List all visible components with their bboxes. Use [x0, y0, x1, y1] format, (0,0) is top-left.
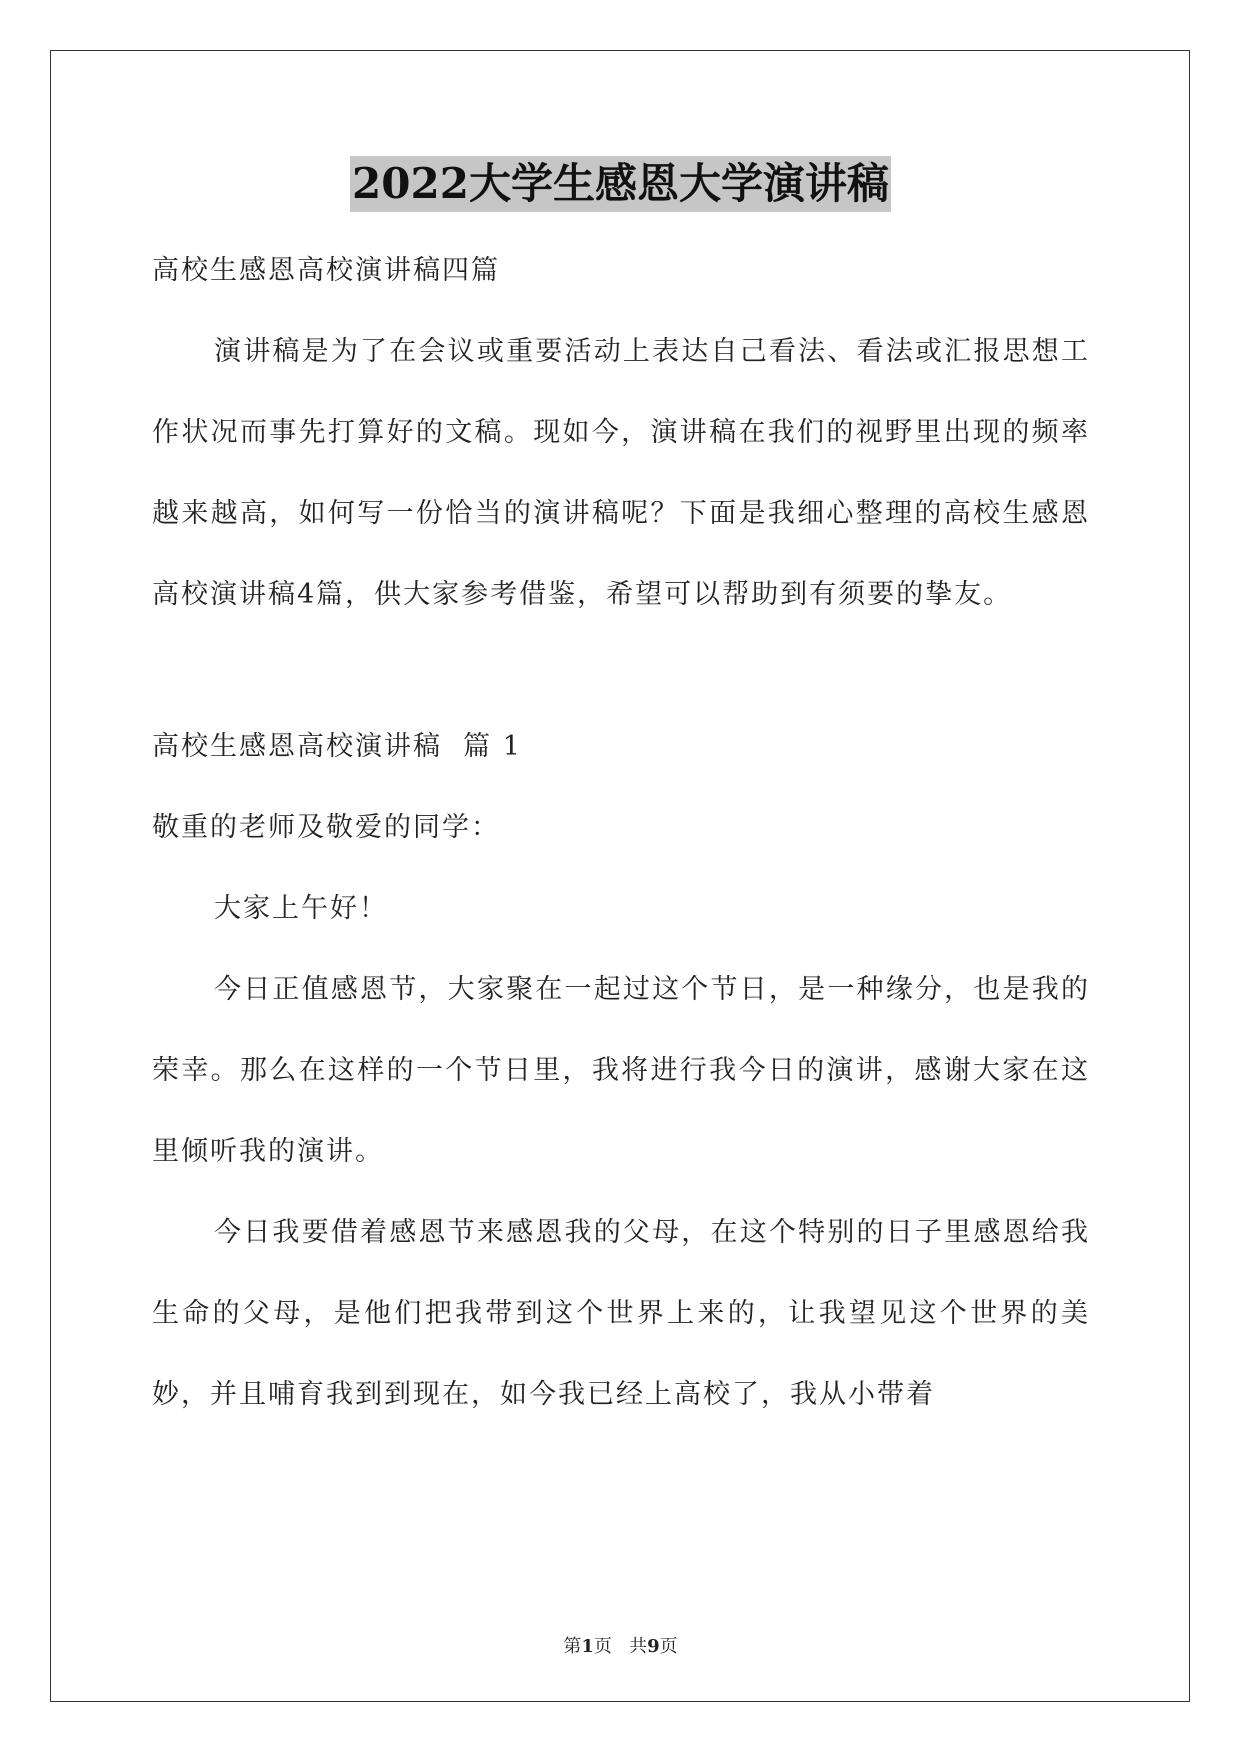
greeting: 大家上午好！	[214, 893, 388, 924]
current-page-number: 1	[581, 1636, 594, 1657]
page-footer	[0, 1632, 1241, 1658]
section-spacer	[152, 635, 1090, 706]
total-suffix: 页	[659, 1636, 678, 1657]
page-title: 2022大学生感恩大学演讲稿	[350, 156, 891, 212]
salutation: 敬重的老师及敬爱的同学：	[152, 812, 500, 843]
page-prefix: 第	[563, 1636, 582, 1657]
body-paragraph-1: 今日正值感恩节，大家聚在一起过这个节日，是一种缘分，也是我的荣幸。那么在这样的一个节日里，我将进行我今日的演讲，感谢大家在这里倾听我的演讲。	[152, 974, 1090, 1167]
page-suffix: 页	[593, 1636, 612, 1657]
body-paragraph-2: 今日我要借着感恩节来感恩我的父母，在这个特别的日子里感恩给我生命的父母，是他们把我带到这个世界上来的，让我望见这个世界的美妙，并且哺育我到到现在，如今我已经上高校了，我从小带着	[152, 1217, 1090, 1410]
intro-paragraph: 演讲稿是为了在会议或重要活动上表达自己看法、看法或汇报思想工作状况而事先打算好的文稿。现如今，演讲稿在我们的视野里出现的频率越来越高，如何写一份恰当的演讲稿呢？下面是我细心整理的高校生感恩高校演讲稿4篇，供大家参考借鉴，希望可以帮助到有须要的挚友。	[152, 336, 1090, 610]
total-pages-number: 9	[647, 1636, 660, 1657]
document-body	[152, 230, 1090, 1435]
document-subtitle: 高校生感恩高校演讲稿四篇	[152, 255, 500, 286]
total-prefix: 共	[629, 1636, 648, 1657]
section-heading: 高校生感恩高校演讲稿 篇 1	[152, 731, 522, 762]
title-container	[0, 156, 1241, 212]
